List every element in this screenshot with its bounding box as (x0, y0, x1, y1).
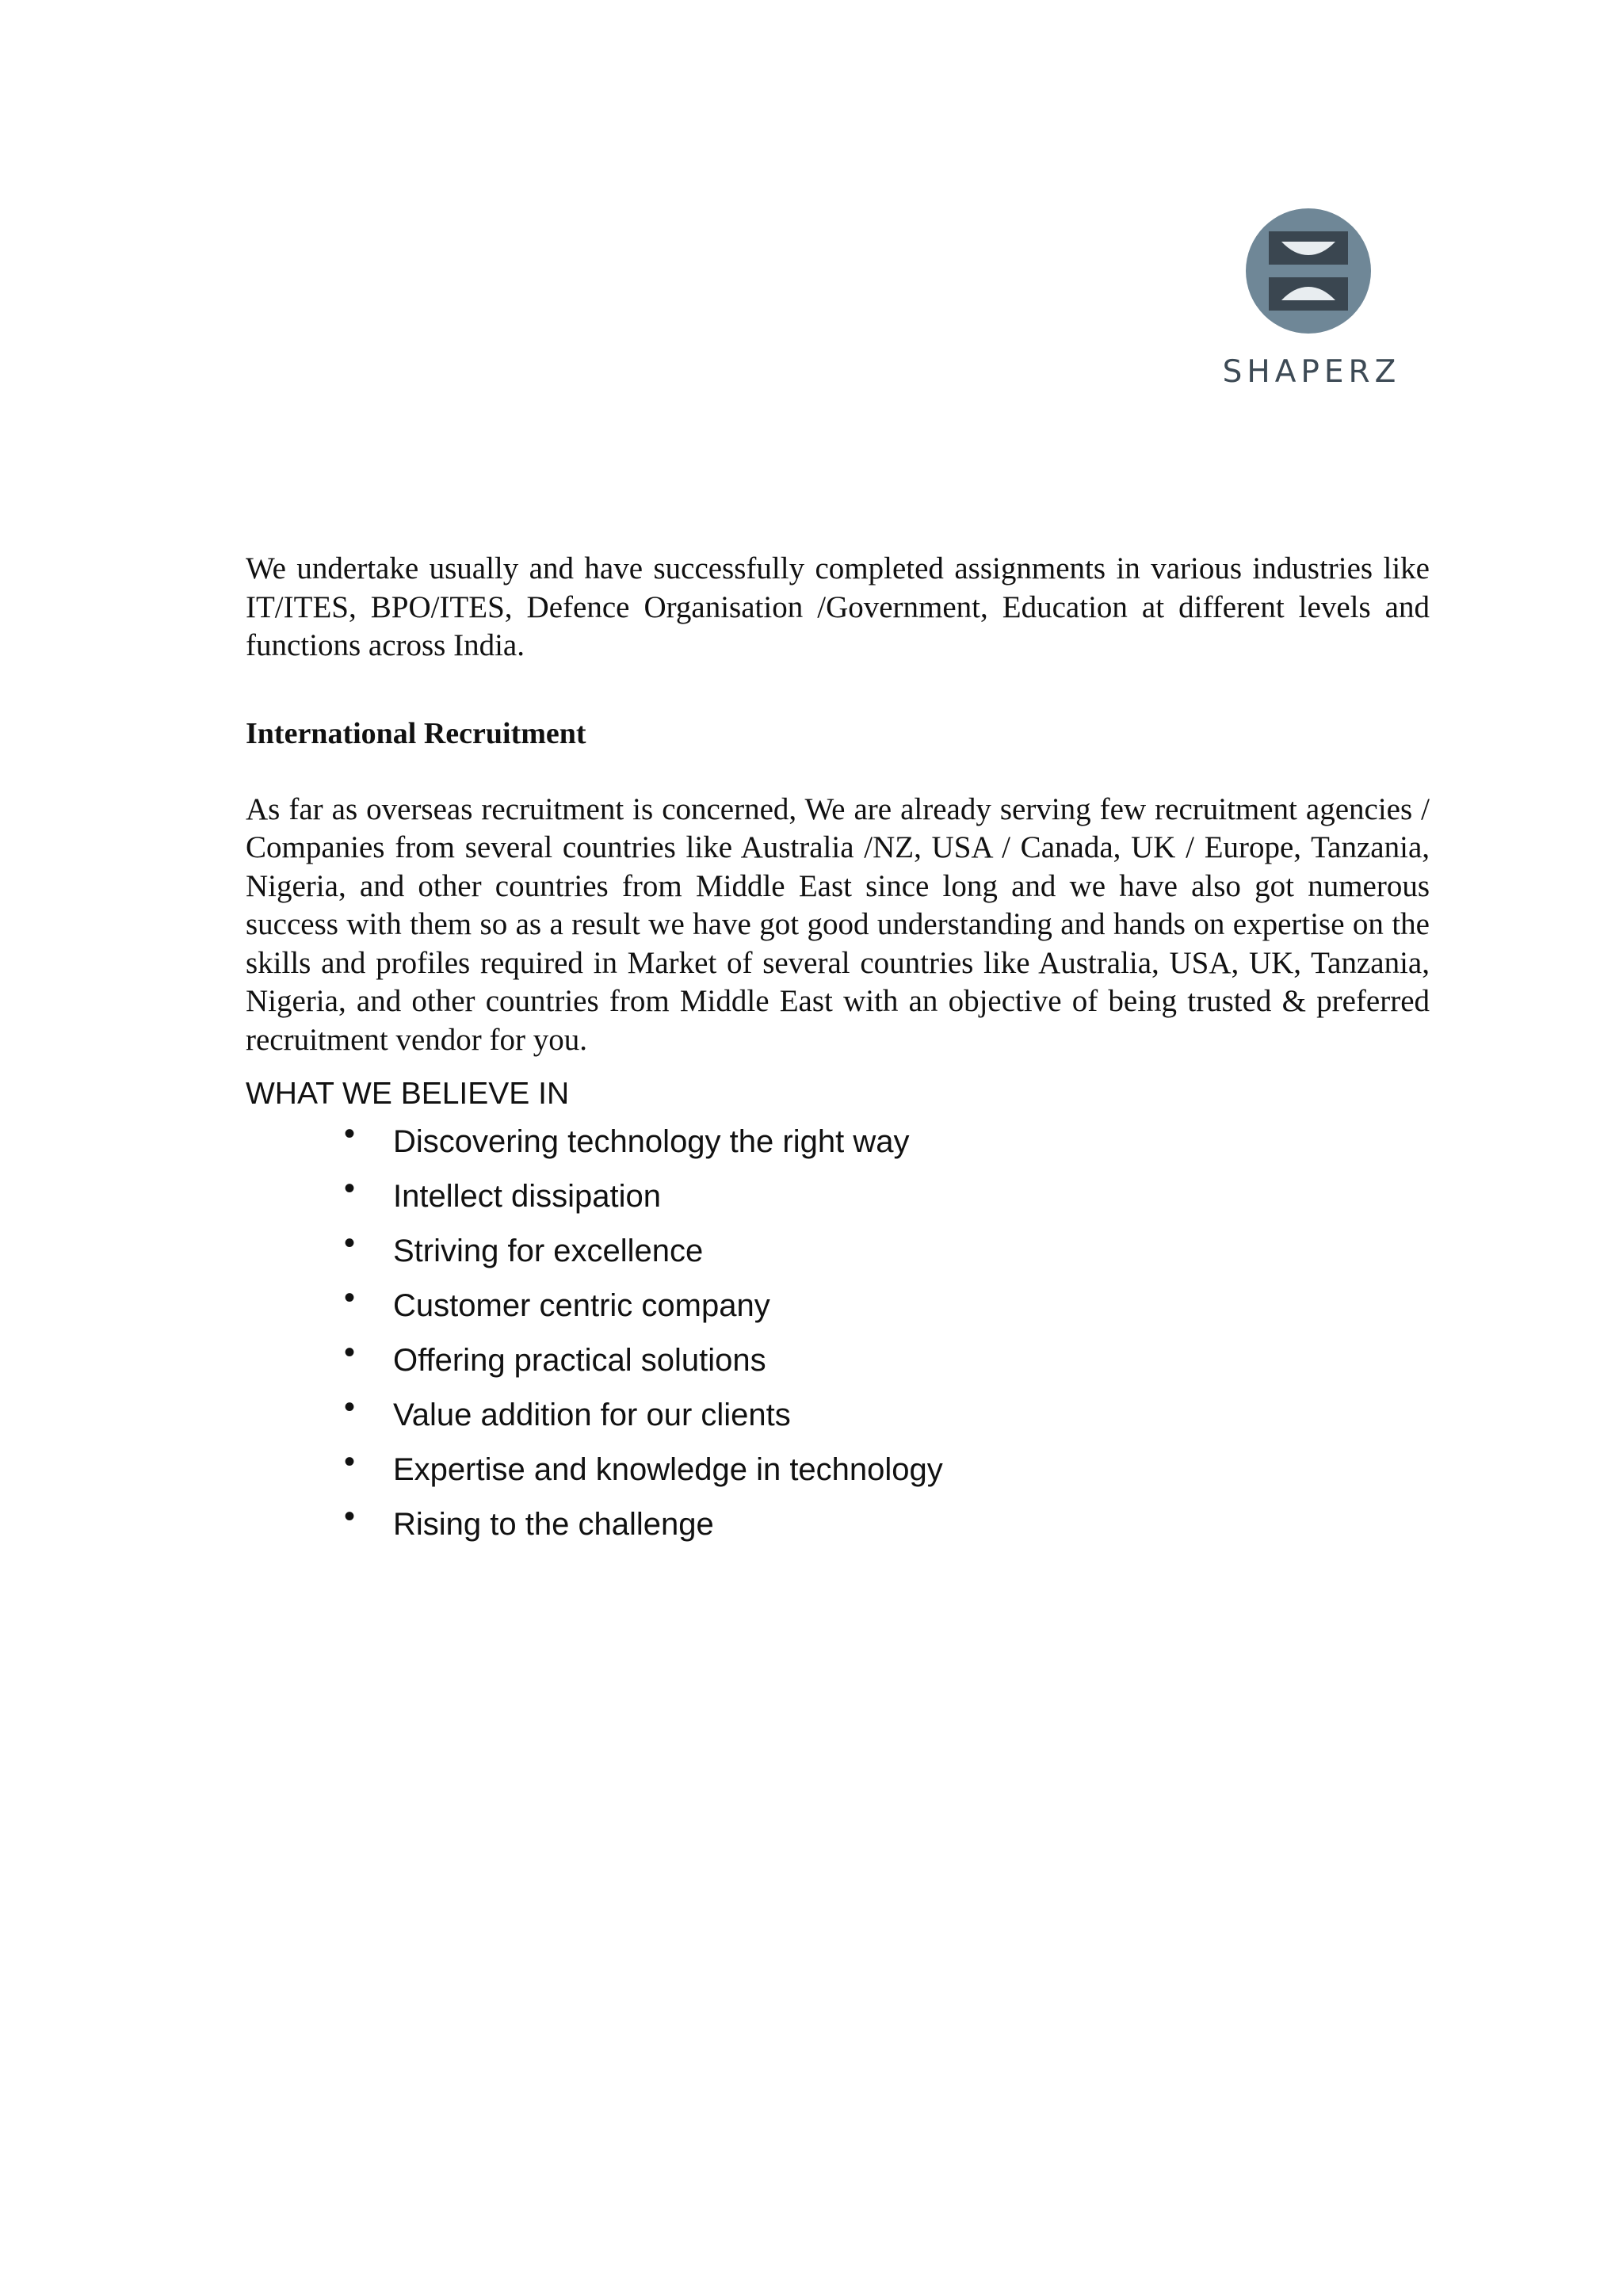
list-item-label: Discovering technology the right way (393, 1124, 910, 1159)
bullet-icon: • (344, 1444, 356, 1479)
list-item-label: Rising to the challenge (393, 1507, 714, 1542)
bullet-icon: • (344, 1280, 356, 1315)
list-item (246, 1226, 1430, 1287)
international-recruitment-paragraph: As far as overseas recruitment is concerned, We are already serving few recruitment agencies / Companies from several countries like Australia /NZ, USA / Canada, UK / Europe, Tanzania, Nigeria, and other countries from Middle East since long and we have also got numerous success with them so as a result we have got good understanding and hands on expertise on the skills and profiles required in Market of several countries like Australia, USA, UK, Tanzania, Nigeria, and other countries from Middle East with an objective of being trusted & preferred recruitment vendor for you. (246, 791, 1430, 1057)
list-item (246, 1335, 1430, 1396)
intro-paragraph: We undertake usually and have successfully completed assignments in various industries like IT/ITES, BPO/ITES, Defence Organisation /Government, Education at different levels and functions across India. (246, 551, 1430, 662)
list-item-label: Customer centric company (393, 1288, 770, 1323)
company-logo (1197, 204, 1426, 395)
list-item-label: Intellect dissipation (393, 1179, 661, 1214)
list-item (246, 1116, 1430, 1177)
bullet-icon: • (344, 1390, 356, 1425)
section-heading-international-recruitment: International Recruitment (246, 716, 586, 750)
bullet-icon: • (344, 1226, 356, 1261)
bullet-icon: • (344, 1116, 356, 1151)
list-item-label: Expertise and knowledge in technology (393, 1452, 943, 1487)
beliefs-list (246, 1116, 1430, 1560)
bullet-icon: • (344, 1499, 356, 1534)
list-item (246, 1444, 1430, 1505)
list-item-label: Value addition for our clients (393, 1398, 791, 1432)
list-item (246, 1171, 1430, 1232)
list-item (246, 1280, 1430, 1341)
shaperz-hourglass-logo-icon (1245, 208, 1372, 334)
list-item (246, 1390, 1430, 1451)
bullet-icon: • (344, 1335, 356, 1370)
section-heading-what-we-believe: WHAT WE BELIEVE IN (246, 1077, 570, 1111)
list-item-label: Striving for excellence (393, 1234, 704, 1268)
logo-wordmark: SHAPERZ (1222, 354, 1401, 390)
bullet-icon: • (344, 1171, 356, 1206)
list-item-label: Offering practical solutions (393, 1343, 766, 1378)
document-body (246, 550, 1430, 1560)
list-item (246, 1499, 1430, 1560)
